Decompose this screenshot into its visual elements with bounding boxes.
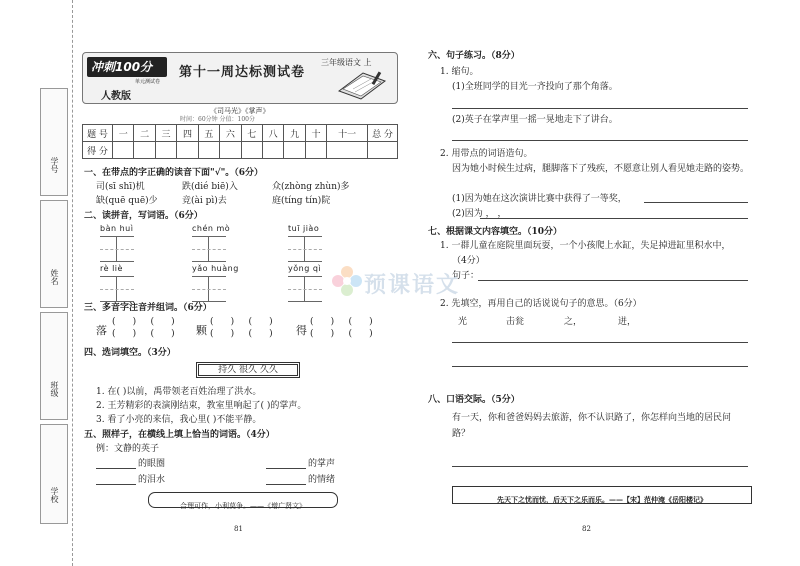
q1-item[interactable]: 司(sī shī)机	[96, 182, 145, 192]
writing-grid[interactable]	[288, 236, 322, 262]
writing-grid[interactable]	[288, 276, 322, 302]
q6-part1b: (2)英子在掌声里一摇一晃地走下了讲台。	[452, 115, 618, 125]
class-label: 班级	[50, 381, 59, 397]
q7-part2: 2. 先填空，再用自己的话说说句子的意思。（6分）	[440, 299, 642, 309]
q6-part1a: (1)全班同学的目光一齐投向了那个角落。	[452, 82, 618, 92]
score-cell[interactable]	[327, 142, 368, 159]
q7-title: 七、根据课文内容填空。（10分）	[428, 227, 563, 237]
q1-item[interactable]: 庭(tíng tín)院	[272, 196, 331, 206]
answer-line[interactable]	[644, 202, 748, 203]
q1-title: 一、在带点的字正确的读音下面"√"。（6分）	[84, 168, 264, 178]
q7-part1: 1. 一群儿童在庭院里面玩耍，一个小孩爬上水缸，失足掉进缸里积水中，	[440, 241, 731, 251]
answer-line[interactable]	[452, 466, 748, 467]
answer-line[interactable]	[452, 342, 748, 343]
q6-part2b[interactable]: (2)因为 ， ，	[452, 209, 507, 219]
q7-char: 击瓮	[506, 317, 525, 327]
q4-sentence-1[interactable]: 1. 在( )以前，禹带领老百姓治理了洪水。	[96, 387, 262, 397]
q5-title: 五、照样子，在横线上填上恰当的词语。（4分）	[84, 430, 275, 440]
binding-margin	[0, 0, 78, 566]
q7-char: 之，	[564, 317, 583, 327]
answer-line[interactable]	[452, 366, 748, 367]
score-cell[interactable]	[220, 142, 241, 159]
writing-grid[interactable]	[192, 236, 226, 262]
writing-grid[interactable]	[100, 236, 134, 262]
q5-item: 的泪水	[138, 475, 166, 485]
score-header-cell: 三	[155, 125, 176, 142]
lesson-subtitle: 《司马光》《掌声》	[210, 107, 270, 115]
score-row-label: 得 分	[83, 142, 113, 159]
fill-blank-line[interactable]	[96, 468, 136, 469]
score-cell[interactable]	[368, 142, 398, 159]
fill-blank-line[interactable]	[266, 468, 306, 469]
header-banner	[82, 52, 398, 104]
score-cell[interactable]	[155, 142, 176, 159]
score-header-cell: 十	[305, 125, 326, 142]
q1-item[interactable]: 跌(dié biē)入	[182, 182, 238, 192]
name-box	[40, 200, 68, 308]
score-cell[interactable]	[241, 142, 262, 159]
page-title: 第十一周达标测试卷	[179, 65, 306, 80]
student-id-box	[40, 88, 68, 196]
score-input-row	[83, 142, 398, 159]
book-icon	[333, 69, 391, 101]
score-cell[interactable]	[284, 142, 305, 159]
writing-grid[interactable]	[100, 276, 134, 302]
q6-title: 六、句子练习。（8分）	[428, 51, 520, 61]
writing-grid[interactable]	[192, 276, 226, 302]
answer-line[interactable]	[478, 280, 748, 281]
answer-line[interactable]	[480, 218, 748, 219]
pinyin-label: yǎo huàng	[192, 264, 239, 273]
polyphone-char: 颗	[196, 324, 207, 337]
student-id-label: 学号	[50, 157, 59, 173]
q1-item[interactable]: 竞(ài pì)去	[182, 196, 227, 206]
left-quote: 合理可作，小利莫争。——《增广贤文》	[180, 502, 306, 510]
q8-text: 有一天，你和爸爸妈妈去旅游，你不认识路了，你怎样向当地的居民问路？	[452, 413, 732, 439]
score-header-cell: 总 分	[368, 125, 398, 142]
pinyin-label: tuī jiào	[288, 224, 320, 233]
logo	[87, 57, 167, 77]
q6-part2-text: 因为她小时候生过病，腿脚落下了残疾，不愿意让别人看见她走路的姿势。	[452, 164, 750, 174]
logo-text: 冲刺100分	[91, 60, 153, 74]
watermark-text: 预课语文	[364, 273, 461, 298]
score-header-cell: 八	[262, 125, 283, 142]
score-cell[interactable]	[134, 142, 155, 159]
polyphone-answer-group[interactable]: ( ) ( ) ( ) ( )	[112, 317, 175, 339]
left-quote-box	[148, 492, 338, 508]
q5-item: 的眼圈	[138, 459, 166, 469]
score-cell[interactable]	[198, 142, 219, 159]
score-header-cell: 六	[220, 125, 241, 142]
right-quote-box	[452, 486, 752, 504]
score-cell[interactable]	[262, 142, 283, 159]
logo-subtitle: 单元测试卷	[135, 79, 161, 85]
page-number-left: 81	[234, 525, 243, 533]
q2-title: 二、读拼音，写词语。（6分）	[84, 211, 203, 221]
pinyin-label: rè liè	[100, 264, 123, 273]
score-header-cell: 二	[134, 125, 155, 142]
q6-part2a: (1)因为她在这次演讲比赛中获得了一等奖，	[452, 194, 627, 204]
q4-sentence-3[interactable]: 3. 看了小亮的来信，我心里( )不能平静。	[96, 415, 262, 425]
edition-label: 人教版	[101, 91, 131, 102]
score-cell[interactable]	[305, 142, 326, 159]
school-box	[40, 424, 68, 524]
name-label: 姓名	[50, 269, 59, 285]
score-header-cell: 题 号	[83, 125, 113, 142]
q6-part1: 1. 缩句。	[440, 67, 479, 77]
flower-logo-icon	[330, 264, 364, 298]
q5-item: 的掌声	[308, 459, 336, 469]
grade-label: 三年级语文 上	[321, 58, 372, 67]
q8-title: 八、口语交际。（5分）	[428, 395, 520, 405]
pinyin-label: chén mò	[192, 224, 231, 233]
fill-blank-line[interactable]	[266, 484, 306, 485]
score-table	[82, 124, 398, 159]
score-header-cell: 九	[284, 125, 305, 142]
q5-example: 例：文静的英子	[96, 444, 160, 454]
score-header-cell: 十一	[327, 125, 368, 142]
polyphone-char: 落	[96, 324, 107, 337]
q1-item[interactable]: 缺(quē quē)少	[96, 196, 158, 206]
score-cell[interactable]	[177, 142, 198, 159]
q7-char: 迸，	[618, 317, 637, 327]
q1-item[interactable]: 众(zhòng zhùn)多	[272, 182, 350, 192]
fill-blank-line[interactable]	[96, 484, 136, 485]
page-number-right: 82	[582, 525, 591, 533]
book-illustration	[333, 69, 391, 101]
score-header-row	[83, 125, 398, 142]
school-label: 学校	[50, 487, 59, 503]
pinyin-label: bàn huì	[100, 224, 134, 233]
score-header-cell: 五	[198, 125, 219, 142]
answer-line[interactable]	[452, 108, 748, 109]
pinyin-label: yǒng qì	[288, 264, 322, 273]
polyphone-answer-group[interactable]: ( ) ( ) ( ) ( )	[210, 317, 273, 339]
q7-part1-score: （4分）	[452, 256, 485, 266]
q7-char: 光	[458, 317, 468, 327]
watermark	[330, 262, 500, 302]
class-box	[40, 312, 68, 420]
q7-part1-answer-label: 句子：	[452, 271, 480, 281]
score-header-cell: 一	[113, 125, 134, 142]
right-quote: 先天下之忧而忧，后天下之乐而乐。——【宋】范仲淹《岳阳楼记》	[497, 495, 707, 504]
score-header-cell: 四	[177, 125, 198, 142]
q4-title: 四、选词填空。（3分）	[84, 348, 176, 358]
q6-part2: 2. 用带点的词语造句。	[440, 149, 533, 159]
answer-line[interactable]	[452, 140, 748, 141]
q3-title: 三、多音字注音并组词。（6分）	[84, 303, 212, 313]
word-choice-box: 持久 很久 久久	[196, 362, 300, 378]
polyphone-char: 得	[296, 324, 307, 337]
score-cell[interactable]	[113, 142, 134, 159]
score-header-cell: 七	[241, 125, 262, 142]
time-info: 时间：60分钟 分值：100分	[180, 116, 255, 123]
q4-sentence-2[interactable]: 2. 王芳精彩的表演刚结束，教室里响起了( )的掌声。	[96, 401, 307, 411]
q5-item: 的情绪	[308, 475, 336, 485]
dashed-cut-line	[72, 0, 73, 566]
polyphone-answer-group[interactable]: ( ) ( ) ( ) ( )	[310, 317, 373, 339]
